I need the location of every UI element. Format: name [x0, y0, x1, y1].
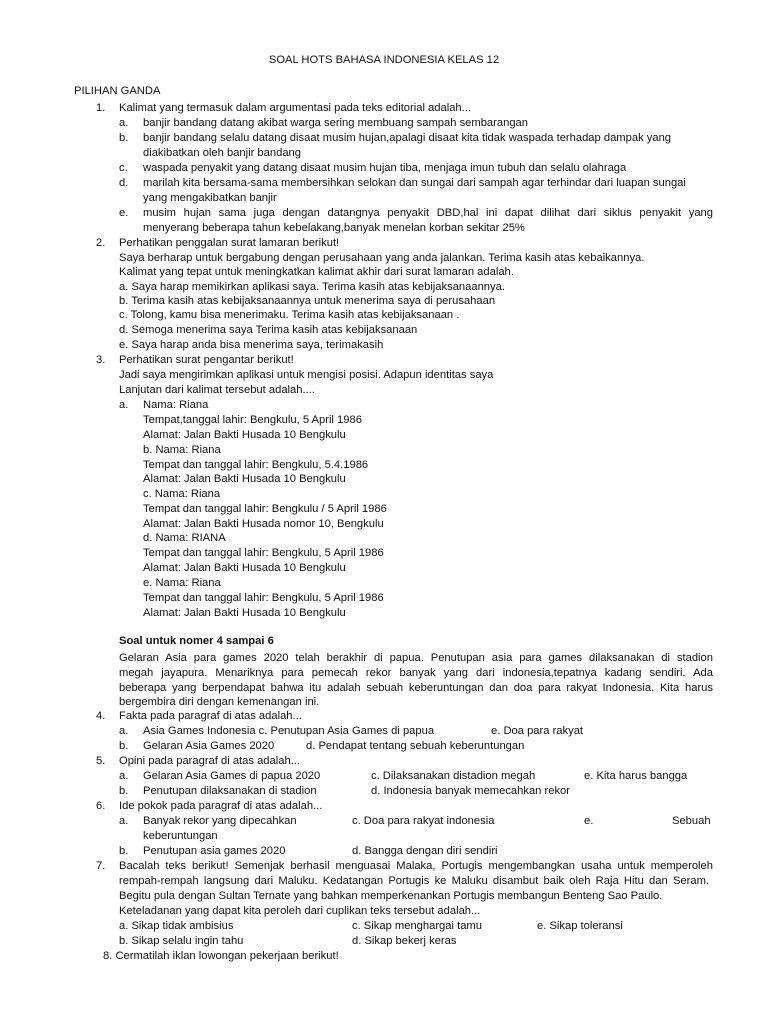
- q3-option-d-name: d. Nama: RIANA: [143, 532, 226, 544]
- q6-option-d: d. Bangga dengan diri sendiri: [352, 845, 498, 857]
- q1-d-label: d.: [119, 177, 129, 189]
- page-title: SOAL HOTS BAHASA INDONESIA KELAS 12: [268, 54, 500, 66]
- q1-b-label: b.: [119, 132, 129, 144]
- q1-option-b-line2: diakibatkan oleh banjir bandang: [143, 147, 301, 159]
- q1-option-d-line2: yang mengakibatkan banjir: [143, 192, 277, 204]
- passage-line2: megah jayapura. Menariknya para pemecah rekor banyak yang dari indonesia,tepatnya kadang sendiri. Ada: [119, 667, 713, 679]
- q4-b-label: b.: [119, 740, 129, 752]
- q3-option-a-address: Alamat: Jalan Bakti Husada 10 Bengkulu: [143, 429, 346, 441]
- q3-option-a-birth: Tempat,tanggal lahir: Bengkulu, 5 April 1986: [143, 414, 362, 426]
- q4-option-b: Gelaran Asia Games 2020: [143, 740, 275, 752]
- q6-option-a: Banyak rekor yang dipecahkan: [143, 815, 297, 827]
- q5-a-label: a.: [119, 770, 129, 782]
- q3-passage-line1: Jadi saya mengirimkan aplikasi untuk mengisi posisi. Adapun identitas saya: [119, 369, 494, 381]
- q2-stem: Perhatikan penggalan surat lamaran berikut!: [119, 237, 340, 249]
- q6-option-b: Penutupan asia games 2020: [143, 845, 286, 857]
- q6-a-label: a.: [119, 815, 129, 827]
- q5-option-d: d. Indonesia banyak memecahkan rekor: [371, 785, 571, 797]
- q6-e-label: e.: [584, 815, 594, 827]
- q3-a-label: a.: [119, 399, 129, 411]
- passage-line3: beberapa yang berpendapat bahwa itu adalah sebuah keberuntungan dan doa para rakyat Indonesia. Kita harus: [119, 682, 713, 694]
- q1-e-label: e.: [119, 207, 129, 219]
- passage-line4: bergembira diri dengan kemenangan ini.: [119, 696, 320, 708]
- q1-c-label: c.: [119, 162, 128, 174]
- q3-option-a-name: Nama: Riana: [143, 399, 209, 411]
- q5-option-a: Gelaran Asia Games di papua 2020: [143, 770, 321, 782]
- q1-option-a: banjir bandang datang akibat warga sering membuang sampah sembarangan: [143, 117, 528, 129]
- q6-option-c: c. Doa para rakyat indonesia: [352, 815, 495, 827]
- q6-option-e-line2: keberuntungan: [143, 830, 218, 842]
- q2-passage-line1: Saya berharap untuk bergabung dengan perusahaan yang anda jalankan. Terima kasih atas kebaikannya.: [119, 252, 645, 264]
- q7-option-e: e. Sikap toleransi: [537, 920, 623, 932]
- q3-option-c-name: c. Nama: Riana: [143, 488, 221, 500]
- q4-option-a-c: Asia Games Indonesia c. Penutupan Asia Games di papua: [143, 725, 435, 737]
- q3-option-b-address: Alamat: Jalan Bakti Husada 10 Bengkulu: [143, 473, 346, 485]
- q3-option-e-name: e. Nama: Riana: [143, 577, 221, 589]
- q3-passage-line2: Lanjutan dari kalimat tersebut adalah....: [119, 384, 315, 396]
- q3-option-c-birth: Tempat dan tanggal lahir: Bengkulu / 5 April 1986: [143, 503, 387, 515]
- q1-option-e-line2: menyerang beberapa tahun kebelakang,banyak menelan korban sekitar 25%: [143, 222, 525, 234]
- q1-number: 1.: [96, 102, 106, 114]
- q3-option-b-birth: Tempat dan tanggal lahir: Bengkulu, 5.4.1986: [143, 459, 369, 471]
- q7-option-a: a. Sikap tidak ambisius: [119, 920, 234, 932]
- q7-option-b: b. Sikap selalu ingin tahu: [119, 935, 244, 947]
- q6-stem: Ide pokok pada paragraf di atas adalah...: [119, 800, 323, 812]
- section-heading: PILIHAN GANDA: [74, 85, 161, 97]
- q7-text-line3: Begitu pula dengan Sultan Ternate yang bahkan memperkenankan Portugis membangun Benteng Sao Paulo.: [119, 890, 663, 902]
- passage-line1: Gelaran Asia para games 2020 telah berakhir di papua. Penutupan asia para games dilaksanakan di stadion: [119, 652, 713, 664]
- q1-a-label: a.: [119, 117, 129, 129]
- q6-b-label: b.: [119, 845, 129, 857]
- q3-option-c-address: Alamat: Jalan Bakti Husada nomor 10, Bengkulu: [143, 518, 384, 530]
- q1-option-d-line1: marilah kita bersama-sama membersihkan selokan dan sungai dari sampah agar terhindar dari luapan sungai: [143, 177, 686, 189]
- q2-option-b: b. Terima kasih atas kebijaksanaannya untuk menerima saya di perusahaan: [119, 295, 496, 307]
- q4-option-d: d. Pendapat tentang sebuah keberuntungan: [306, 740, 525, 752]
- q5-option-e: e. Kita harus bangga: [584, 770, 688, 782]
- q6-number: 6.: [96, 800, 106, 812]
- q3-option-e-birth: Tempat dan tanggal lahir: Bengkulu, 5 April 1986: [143, 592, 384, 604]
- q7-text-line1: Bacalah teks berikut! Semenjak berhasil menguasai Malaka, Portugis mengembangkan usaha untuk memperoleh: [119, 860, 713, 872]
- q1-option-c: waspada penyakit yang datang disaat musim hujan tiba, menjaga imun tubuh dan selalu olahraga: [143, 162, 627, 174]
- q2-number: 2.: [96, 237, 106, 249]
- q7-text-line2: rempah-rempah langsung dari Maluku. Kedatangan Portugis ke Maluku disambut baik oleh Raja Hitu dan Seram.: [119, 875, 709, 887]
- q3-number: 3.: [96, 354, 106, 366]
- q3-option-e-address: Alamat: Jalan Bakti Husada 10 Bengkulu: [143, 607, 346, 619]
- q2-passage-line2: Kalimat yang tepat untuk meningkatkan kalimat akhir dari surat lamaran adalah.: [119, 266, 514, 278]
- q7-number: 7.: [96, 860, 106, 872]
- q1-stem: Kalimat yang termasuk dalam argumentasi pada teks editorial adalah...: [119, 102, 471, 114]
- q7-text-line4: Keteladanan yang dapat kita peroleh dari cuplikan teks tersebut adalah...: [119, 905, 481, 917]
- q1-option-b-line1: banjir bandang selalu datang disaat musim hujan,apalagi disaat kita tidak waspada terhadap dampak yang: [143, 132, 672, 144]
- q5-b-label: b.: [119, 785, 129, 797]
- q1-option-e-line1: musim hujan sama juga dengan datangnya penyakit DBD,hal ini dapat dilihat dari siklus penyakit yang: [143, 207, 713, 219]
- q5-stem: Opini pada paragraf di atas adalah...: [119, 755, 300, 767]
- q4-stem: Fakta pada paragraf di atas adalah...: [119, 710, 302, 722]
- q3-option-d-address: Alamat: Jalan Bakti Husada 10 Bengkulu: [143, 562, 346, 574]
- passage-heading: Soal untuk nomer 4 sampai 6: [119, 635, 274, 647]
- q5-number: 5.: [96, 755, 106, 767]
- q6-option-e-line1: Sebuah: [672, 815, 711, 827]
- q8-text: 8. Cermatilah iklan lowongan pekerjaan berikut!: [103, 950, 339, 962]
- q4-number: 4.: [96, 710, 106, 722]
- q5-option-b: Penutupan dilaksanakan di stadion: [143, 785, 317, 797]
- q3-option-d-birth: Tempat dan tanggal lahir: Bengkulu, 5 April 1986: [143, 547, 384, 559]
- q4-option-e: e. Doa para rakyat: [491, 725, 584, 737]
- q4-a-label: a.: [119, 725, 129, 737]
- q3-stem: Perhatikan surat pengantar berikut!: [119, 354, 294, 366]
- q2-option-d: d. Semoga menerima saya Terima kasih atas kebijaksanaan: [119, 324, 418, 336]
- q7-option-d: d. Sikap bekerj keras: [352, 935, 457, 947]
- q3-option-b-name: b. Nama: Riana: [143, 444, 221, 456]
- q7-option-c: c. Sikap menghargai tamu: [352, 920, 482, 932]
- q2-option-c: c. Tolong, kamu bisa menerimaku. Terima kasih atas kebijaksanaan .: [119, 309, 460, 321]
- q2-option-e: e. Saya harap anda bisa menerima saya, terimakasih: [119, 339, 384, 351]
- q2-option-a: a. Saya harap memikirkan aplikasi saya. Terima kasih atas kebijaksanaannya.: [119, 281, 505, 293]
- q5-option-c: c. Dilaksanakan distadion megah: [371, 770, 536, 782]
